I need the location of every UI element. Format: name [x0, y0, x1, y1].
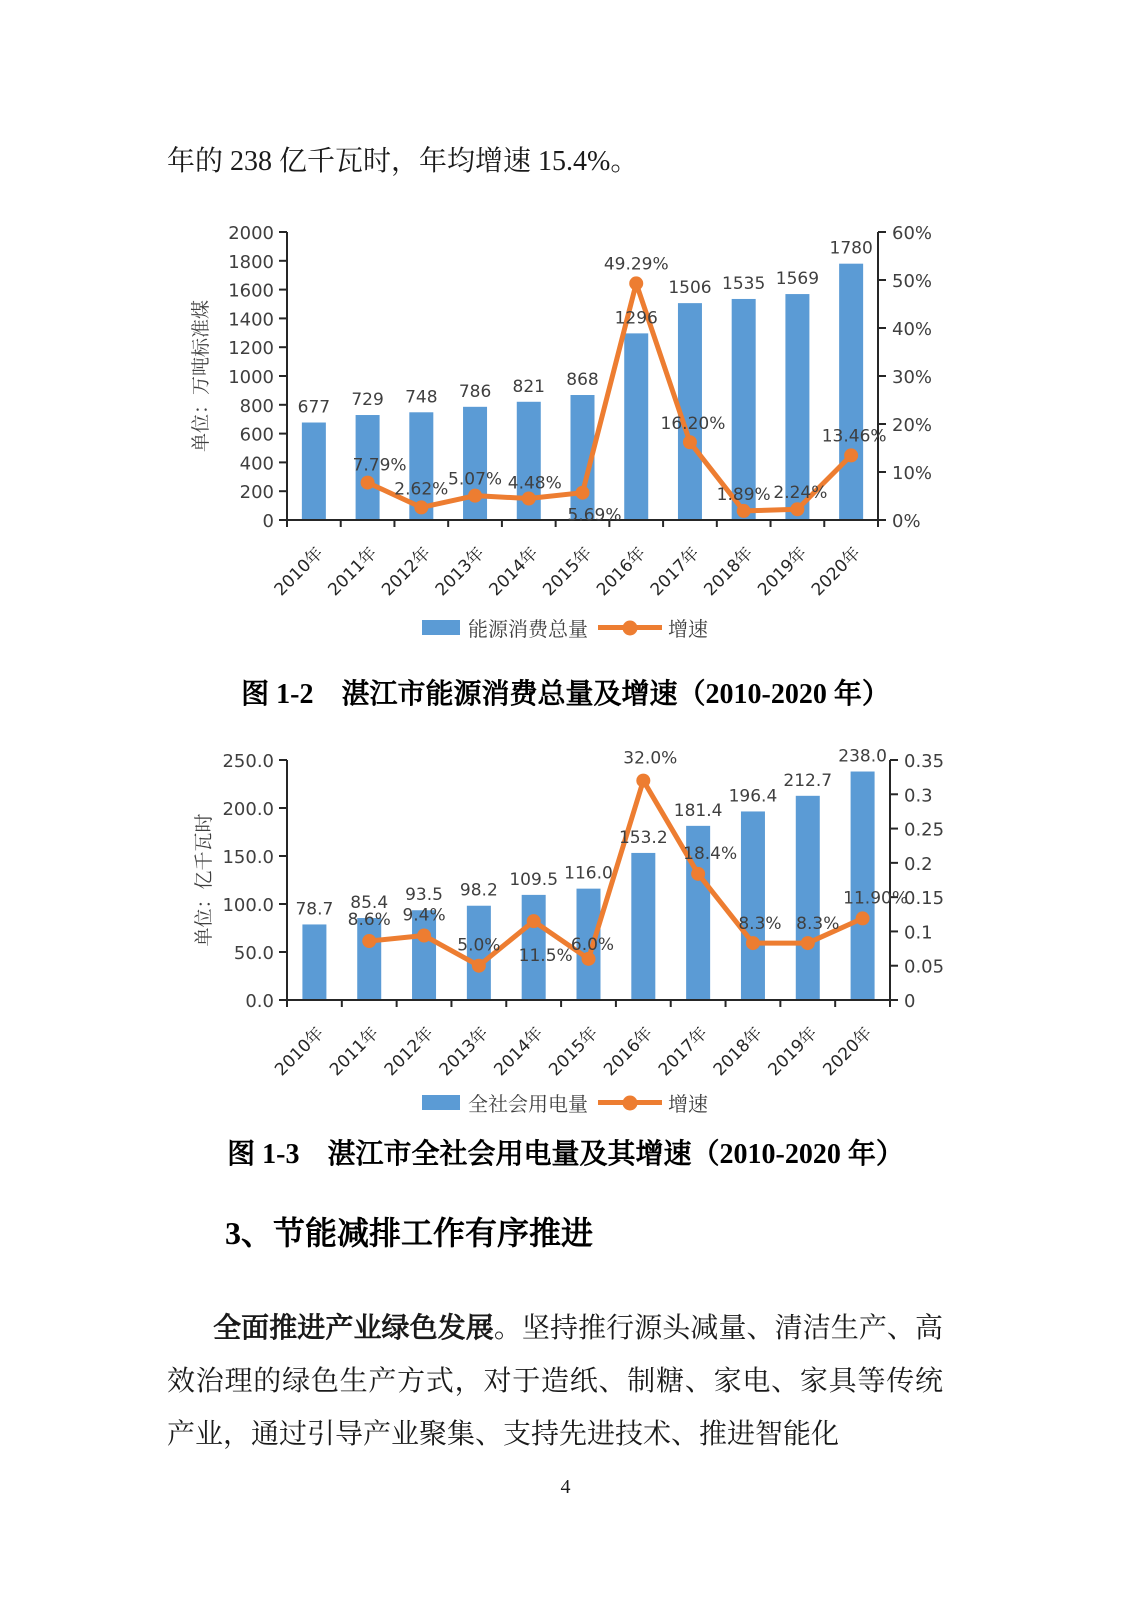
- svg-text:2010年: 2010年: [270, 543, 328, 601]
- svg-text:2012年: 2012年: [380, 1023, 438, 1080]
- svg-text:1600: 1600: [228, 280, 274, 302]
- figure-electricity-consumption: [150, 735, 980, 1117]
- svg-text:13.46%: 13.46%: [821, 426, 887, 447]
- svg-text:0.35: 0.35: [904, 751, 945, 772]
- legend-line-dot: [623, 620, 638, 635]
- page-number: 4: [560, 1476, 571, 1498]
- electricity-consumption-chart: [150, 735, 970, 1080]
- svg-text:7.79%: 7.79%: [352, 455, 407, 476]
- svg-text:1400: 1400: [228, 309, 274, 331]
- svg-text:2000: 2000: [228, 223, 274, 244]
- svg-text:11.90%: 11.90%: [843, 888, 909, 909]
- svg-text:0.05: 0.05: [904, 956, 945, 978]
- svg-text:单位：亿千瓦时: 单位：亿千瓦时: [194, 813, 215, 947]
- svg-text:单位：万吨标准煤: 单位：万吨标准煤: [191, 299, 212, 453]
- svg-text:40%: 40%: [892, 319, 933, 340]
- svg-text:0: 0: [262, 511, 274, 532]
- energy-consumption-chart: [150, 205, 970, 601]
- svg-text:1535: 1535: [722, 273, 766, 294]
- svg-text:196.4: 196.4: [728, 786, 778, 807]
- svg-text:30%: 30%: [892, 367, 933, 388]
- legend-bar-swatch: [422, 1095, 460, 1110]
- legend-bar-label: 全社会用电量: [468, 1094, 588, 1116]
- svg-text:748: 748: [405, 387, 438, 408]
- svg-text:1780: 1780: [829, 238, 873, 259]
- svg-text:2011年: 2011年: [324, 543, 382, 601]
- svg-text:2014年: 2014年: [490, 1023, 548, 1080]
- svg-text:8.3%: 8.3%: [738, 914, 782, 935]
- svg-text:250.0: 250.0: [222, 751, 274, 772]
- svg-text:16.20%: 16.20%: [660, 414, 726, 435]
- svg-text:93.5: 93.5: [405, 885, 443, 906]
- svg-text:8.6%: 8.6%: [347, 910, 391, 931]
- svg-text:1800: 1800: [228, 251, 274, 273]
- svg-text:1000: 1000: [228, 367, 274, 388]
- section-heading: 3、节能减排工作有序推进: [225, 1215, 594, 1251]
- svg-text:2018年: 2018年: [709, 1023, 767, 1080]
- legend-line-label: 增速: [668, 619, 708, 641]
- legend-bar-label: 能源消费总量: [468, 619, 588, 641]
- svg-text:50%: 50%: [892, 271, 933, 292]
- svg-text:729: 729: [351, 390, 384, 411]
- svg-text:0: 0: [904, 991, 916, 1012]
- svg-text:1200: 1200: [228, 338, 274, 360]
- electricity-chart-legend: [150, 1088, 980, 1117]
- svg-text:9.4%: 9.4%: [402, 905, 446, 926]
- svg-text:1.89%: 1.89%: [716, 484, 771, 505]
- figure-1-2-caption: 图 1-2 湛江市能源消费总量及增速（2010-2020 年）: [241, 679, 890, 710]
- svg-text:109.5: 109.5: [509, 869, 559, 890]
- svg-text:677: 677: [297, 397, 331, 418]
- svg-text:2016年: 2016年: [600, 1023, 657, 1080]
- svg-text:200: 200: [239, 482, 274, 504]
- svg-text:2012年: 2012年: [378, 543, 435, 601]
- legend-line-dot: [623, 1095, 638, 1110]
- paragraph-lead: 全面推进产业绿色发展: [213, 1313, 494, 1344]
- svg-text:212.7: 212.7: [783, 770, 833, 791]
- svg-text:2019年: 2019年: [754, 543, 811, 601]
- svg-text:2010年: 2010年: [271, 1023, 328, 1080]
- legend-line-label: 增速: [668, 1094, 708, 1116]
- svg-text:2014年: 2014年: [485, 543, 543, 601]
- svg-text:5.69%: 5.69%: [567, 505, 622, 526]
- svg-text:50.0: 50.0: [233, 943, 274, 964]
- svg-text:2015年: 2015年: [539, 543, 597, 601]
- intro-text: 年的 238 亿千瓦时，年均增速 15.4%。: [167, 146, 639, 177]
- svg-text:0%: 0%: [892, 511, 921, 532]
- figure-energy-consumption: [150, 205, 980, 642]
- svg-text:2013年: 2013年: [431, 543, 489, 601]
- svg-text:1506: 1506: [668, 278, 712, 299]
- svg-text:0.15: 0.15: [904, 888, 945, 910]
- svg-text:2018年: 2018年: [700, 543, 758, 601]
- svg-text:2017年: 2017年: [646, 543, 704, 601]
- svg-text:600: 600: [239, 424, 274, 446]
- svg-text:2019年: 2019年: [764, 1023, 822, 1080]
- svg-text:400: 400: [239, 453, 274, 475]
- svg-text:49.29%: 49.29%: [603, 254, 669, 275]
- svg-text:5.07%: 5.07%: [448, 469, 503, 490]
- svg-text:2016年: 2016年: [593, 543, 650, 601]
- svg-text:2017年: 2017年: [654, 1023, 712, 1080]
- svg-text:181.4: 181.4: [673, 800, 723, 821]
- svg-text:2.24%: 2.24%: [773, 483, 828, 504]
- figure-1-3-caption: 图 1-3 湛江市全社会用电量及其增速（2010-2020 年）: [227, 1139, 904, 1170]
- svg-text:78.7: 78.7: [295, 899, 334, 920]
- svg-text:0.0: 0.0: [245, 991, 274, 1012]
- svg-text:868: 868: [566, 370, 599, 391]
- svg-text:0.3: 0.3: [904, 785, 933, 807]
- svg-text:0.2: 0.2: [904, 853, 933, 875]
- svg-text:2015年: 2015年: [545, 1023, 603, 1080]
- svg-text:0.1: 0.1: [904, 922, 933, 944]
- svg-text:4.48%: 4.48%: [507, 473, 562, 494]
- svg-text:153.2: 153.2: [618, 827, 668, 848]
- legend-line-marker: [598, 625, 662, 630]
- svg-text:1569: 1569: [775, 269, 820, 290]
- svg-text:2011年: 2011年: [326, 1023, 383, 1080]
- svg-text:85.4: 85.4: [350, 893, 389, 914]
- svg-text:150.0: 150.0: [222, 847, 274, 868]
- svg-text:116.0: 116.0: [564, 863, 613, 884]
- svg-text:98.2: 98.2: [459, 880, 498, 901]
- svg-text:0.25: 0.25: [904, 819, 945, 841]
- svg-text:238.0: 238.0: [838, 746, 887, 767]
- svg-text:8.3%: 8.3%: [796, 914, 840, 935]
- body-paragraph: [167, 1302, 943, 1461]
- svg-text:2013年: 2013年: [435, 1023, 493, 1080]
- svg-text:200.0: 200.0: [222, 799, 274, 820]
- svg-text:800: 800: [239, 395, 274, 417]
- svg-text:10%: 10%: [892, 463, 933, 484]
- svg-text:20%: 20%: [892, 415, 933, 436]
- svg-text:2.62%: 2.62%: [394, 479, 449, 500]
- svg-text:32.0%: 32.0%: [623, 748, 678, 769]
- paragraph-rest: 。坚持推行源头减量、清洁生产、高效治理的绿色生产方式，对于造纸、制糖、家电、家具等传统产业，通过引导产业聚集、支持先进技术、推进智能化: [167, 1313, 943, 1450]
- svg-text:5.0%: 5.0%: [457, 935, 501, 956]
- svg-text:2020年: 2020年: [819, 1023, 877, 1080]
- svg-text:60%: 60%: [892, 223, 933, 244]
- legend-bar-swatch: [422, 620, 460, 635]
- svg-text:1296: 1296: [614, 308, 658, 329]
- svg-text:2020年: 2020年: [807, 543, 865, 601]
- svg-text:18.4%: 18.4%: [683, 843, 738, 864]
- svg-text:821: 821: [512, 376, 545, 397]
- svg-text:6.0%: 6.0%: [570, 934, 615, 955]
- legend-line-marker: [598, 1100, 662, 1105]
- svg-text:786: 786: [458, 381, 492, 402]
- svg-text:11.5%: 11.5%: [518, 946, 573, 967]
- energy-chart-legend: [150, 613, 980, 642]
- svg-text:100.0: 100.0: [222, 895, 274, 916]
